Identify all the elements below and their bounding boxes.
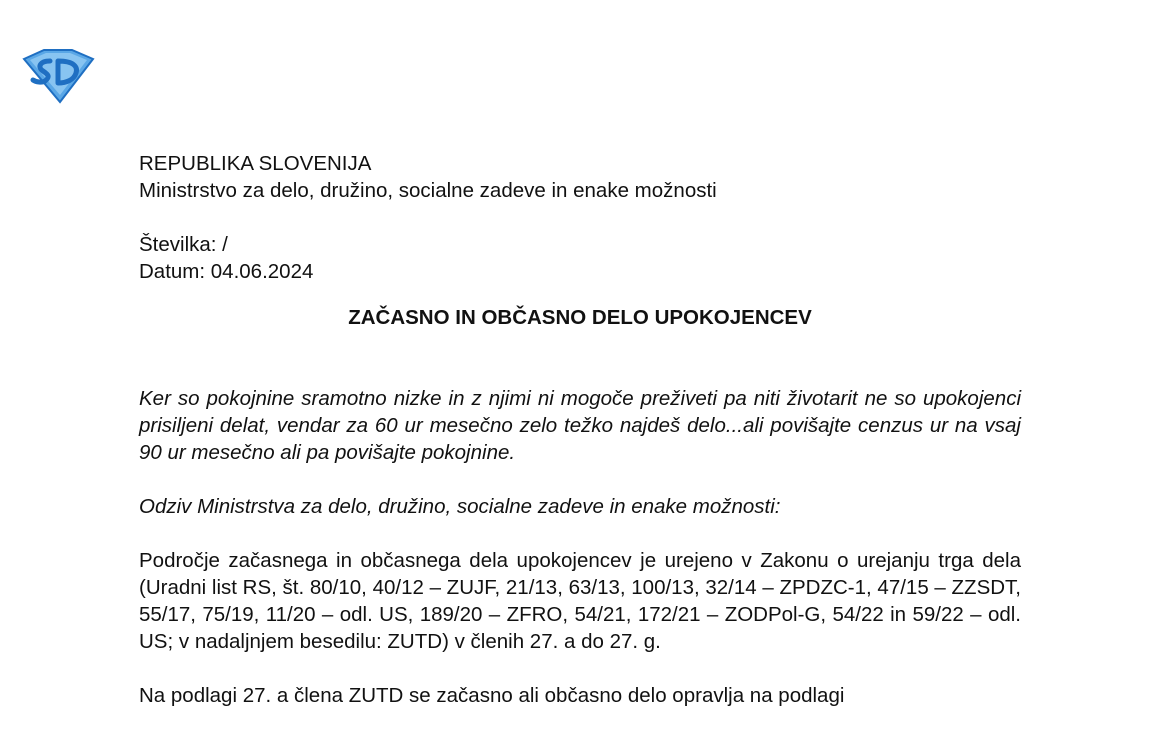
response-paragraph-2: Na podlagi 27. a člena ZUTD se začasno ali občasno delo opravlja na podlagi [139,684,845,707]
response-label: Odziv Ministrstva za delo, družino, socialne zadeve in enake možnosti: [139,495,781,518]
shield-logo-icon [20,47,96,105]
document-title: ZAČASNO IN OBČASNO DELO UPOKOJENCEV [348,306,812,329]
response-paragraph-1: Področje začasnega in občasnega dela upokojencev je urejeno v Zakonu o urejanju trga dela (Uradni list RS, št. 80/10, 40/12 – ZUJF, 21/13, 63/13, 100/13, 32/14 – ZPDZC-1, 47/15 – ZZSDT, 55/17, 75/19, 11/20 – odl. US, 189/20 – ZFRO, 54/21, 172/21 – ZODPol-G, 54/22 in 59/22 – odl. US; v nadaljnjem besedilu: ZUTD) v členih 27. a do 27. g. [139,549,1021,653]
document-number: Številka: / [139,233,228,256]
document-date: Datum: 04.06.2024 [139,260,314,283]
citizen-question: Ker so pokojnine sramotno nizke in z njimi ni mogoče preživeti pa niti životarit ne so upokojenci prisiljeni delat, vendar za 60 ur mesečno zelo težko najdeš delo...ali povišajte cenzus ur na vsaj 90 ur mesečno ali pa povišajte pokojnine. [139,387,1021,464]
party-logo [20,47,96,105]
ministry-header: Ministrstvo za delo, družino, socialne zadeve in enake možnosti [139,179,717,202]
republic-header: REPUBLIKA SLOVENIJA [139,152,372,175]
document-body [139,150,1021,709]
